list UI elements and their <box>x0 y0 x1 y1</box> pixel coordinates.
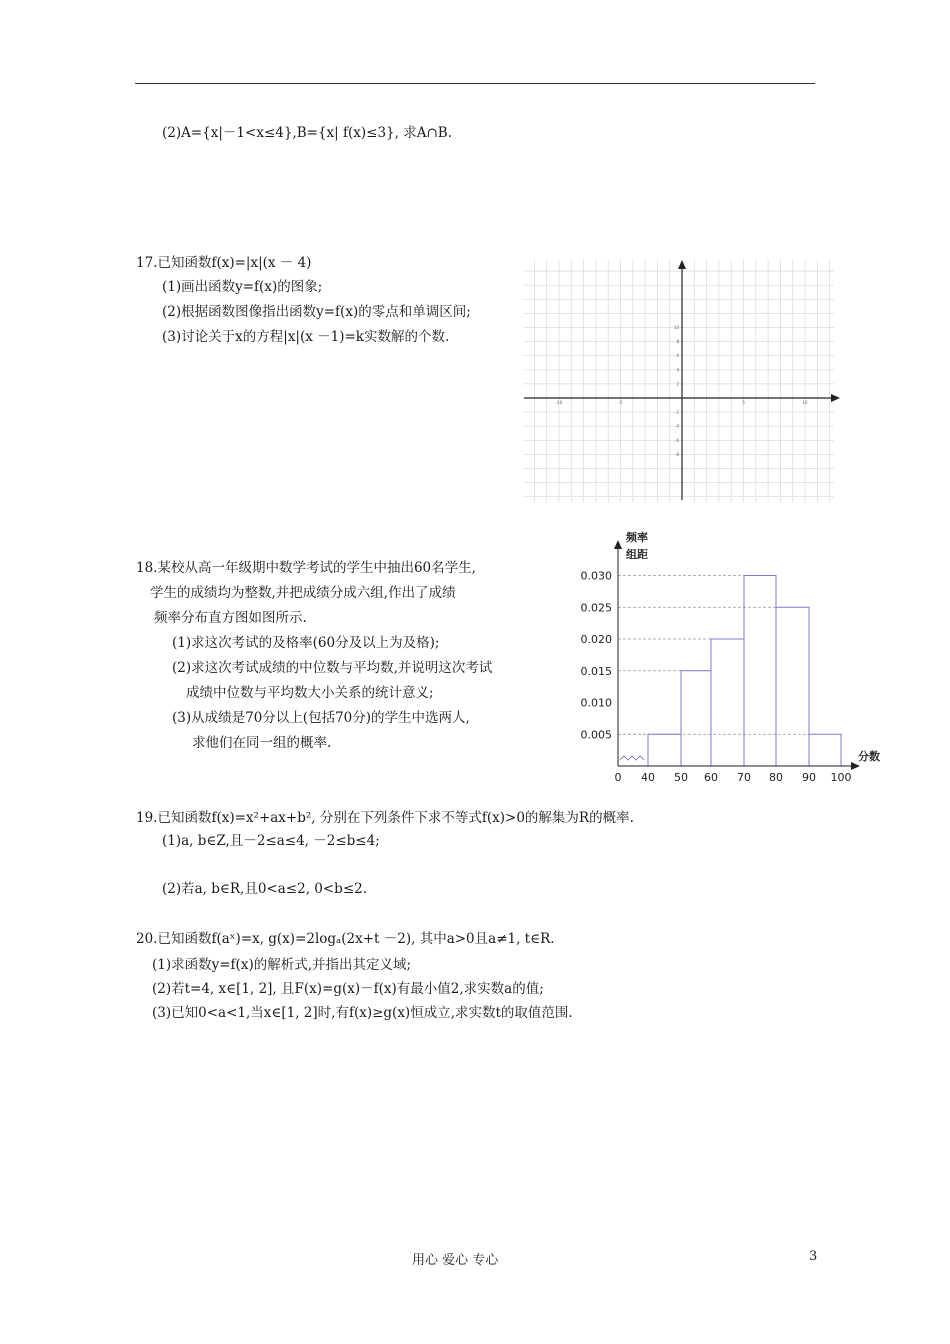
hist-bar <box>681 671 711 766</box>
grid-y-tick-label: 10 <box>673 325 679 330</box>
grid-y-tick-label: -6 <box>675 437 679 443</box>
hist-ylabel-top: 频率 <box>626 531 648 544</box>
q20-title: 20.已知函数f(aˣ)=x, g(x)=2logₐ(2x+t －2), 其中a>0且a≠1, t∈R. <box>136 931 555 947</box>
hist-bar <box>744 576 776 767</box>
grid-y-tick-label: 2 <box>676 381 679 387</box>
hist-x-tick-label: 50 <box>674 771 688 784</box>
hist-y-tick-label: 0.030 <box>580 569 612 583</box>
grid-x-tick-label: 10 <box>802 400 808 405</box>
q18-part2-cont: 成绩中位数与平均数大小关系的统计意义; <box>186 685 434 701</box>
q17-part2: (2)根据函数图像指出函数y=f(x)的零点和单调区间; <box>162 304 471 320</box>
q20-part1: (1)求函数y=f(x)的解析式,并指出其定义域; <box>152 957 412 973</box>
hist-y-tick-label: 0.025 <box>580 601 612 615</box>
grid-y-tick-label: -4 <box>675 423 679 429</box>
grid-x-tick-label: -10 <box>555 400 563 405</box>
hist-bar <box>648 734 681 766</box>
hist-xlabel: 分数 <box>858 750 880 763</box>
grid-y-tick-label: -8 <box>675 451 679 457</box>
q17-title: 17.已知函数f(x)=|x|(x － 4) <box>136 255 312 271</box>
x-axis-arrow-icon <box>831 394 840 402</box>
q18-line2: 学生的成绩均为整数,并把成绩分成六组,作出了成绩 <box>150 585 456 601</box>
q18-part3: (3)从成绩是70分以上(包括70分)的学生中选两人, <box>172 710 470 726</box>
q19-part1: (1)a, b∈Z,且－2≤a≤4, －2≤b≤4; <box>162 833 380 849</box>
hist-x-tick-label: 0 <box>614 771 622 784</box>
q19-title: 19.已知函数f(x)=x²+ax+b², 分别在下列条件下求不等式f(x)>0的解集为R的概率. <box>136 810 634 826</box>
grid-y-tick-label: 4 <box>676 367 679 373</box>
coordinate-grid <box>522 258 840 504</box>
q20-part2: (2)若t=4, x∈[1, 2], 且F(x)=g(x)－f(x)有最小值2,求实数a的值; <box>152 981 544 997</box>
hist-ylabel-bottom: 组距 <box>626 548 648 561</box>
hist-y-tick-label: 0.015 <box>580 664 612 678</box>
q18-part3-cont: 求他们在同一组的概率. <box>192 735 332 751</box>
hist-x-tick-label: 60 <box>704 771 718 784</box>
hist-x-tick-label: 100 <box>830 771 852 784</box>
q18-line1: 18.某校从高一年级期中数学考试的学生中抽出60名学生, <box>136 560 476 576</box>
hist-x-tick-label: 70 <box>737 771 751 784</box>
hist-x-tick-label: 40 <box>641 771 655 784</box>
hist-y-tick-label: 0.020 <box>580 633 612 646</box>
frequency-histogram <box>570 528 895 790</box>
grid-x-tick-label: 5 <box>742 400 745 405</box>
q18-part2: (2)求这次考试成绩的中位数与平均数,并说明这次考试 <box>172 660 493 676</box>
hist-bar <box>809 734 841 766</box>
q17-part1: (1)画出函数y=f(x)的图象; <box>162 279 323 295</box>
hist-y-tick-label: 0.010 <box>580 696 612 710</box>
grid-x-tick-label: -5 <box>618 400 623 405</box>
hist-x-tick-label: 90 <box>802 771 816 784</box>
hist-y-arrow-icon <box>614 540 622 549</box>
q18-part1: (1)求这次考试的及格率(60分及以上为及格); <box>172 635 440 651</box>
hist-bar <box>711 639 744 766</box>
page-number: 3 <box>809 1249 818 1264</box>
hist-y-tick-label: 0.005 <box>580 728 612 742</box>
hist-bar <box>776 607 809 766</box>
q20-part3: (3)已知0<a<1,当x∈[1, 2]时,有f(x)≥g(x)恒成立,求实数t的取值范围. <box>152 1005 573 1021</box>
page-footer: 用心 爱心 专心 <box>412 1253 499 1268</box>
grid-y-tick-label: 6 <box>676 353 679 359</box>
q19-part2: (2)若a, b∈R,且0<a≤2, 0<b≤2. <box>162 881 368 897</box>
grid-y-tick-label: 8 <box>676 339 679 345</box>
hist-x-tick-label: 80 <box>769 771 783 784</box>
y-axis-arrow-icon <box>678 260 686 269</box>
axis-break-icon <box>620 756 644 760</box>
header-rule <box>135 83 815 84</box>
hist-x-arrow-icon <box>851 762 860 770</box>
q16-part2: (2)A={x|－1<x≤4},B={x| f(x)≤3}, 求A∩B. <box>162 125 452 141</box>
q17-part3: (3)讨论关于x的方程|x|(x －1)=k实数解的个数. <box>162 329 450 345</box>
grid-y-tick-label: -2 <box>675 409 679 415</box>
q18-line3: 频率分布直方图如图所示. <box>154 610 307 626</box>
